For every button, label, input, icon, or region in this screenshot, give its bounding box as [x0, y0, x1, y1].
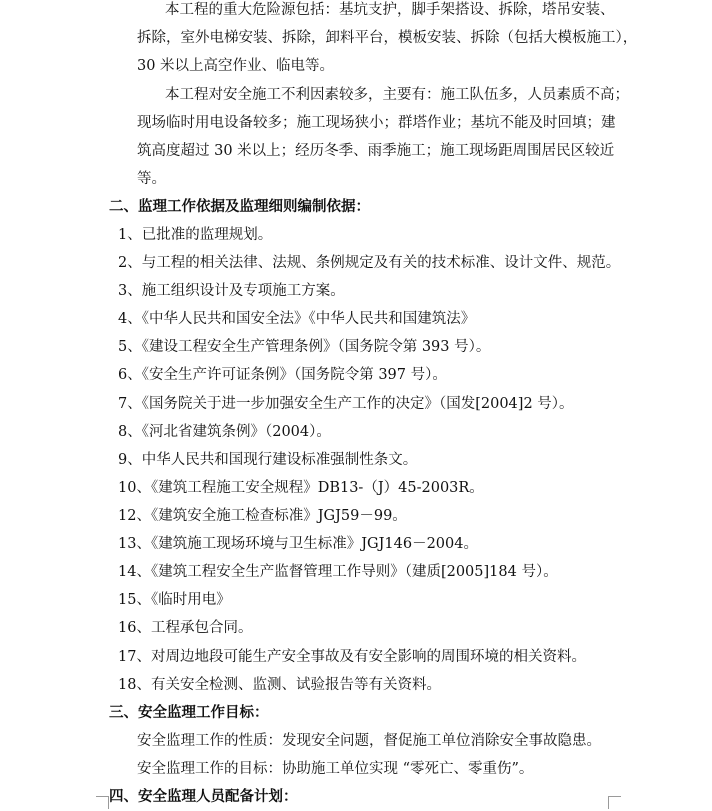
basis-item-7: 7、《国务院关于进一步加强安全生产工作的决定》（国发[2004]2 号）。 [118, 396, 574, 412]
basis-item-13: 13、《建筑施工现场环境与卫生标准》JGJ146－2004。 [118, 536, 478, 552]
unfavorable-paragraph-line-2: 现场临时用电设备较多；施工现场狭小；群塔作业；基坑不能及时回填；建 [137, 115, 616, 131]
basis-item-14: 14、《建筑工程安全生产监督管理工作导则》（建质[2005]184 号）。 [118, 564, 558, 580]
basis-item-9: 9、中华人民共和国现行建设标准强制性条文。 [118, 452, 418, 468]
risk-paragraph-line-3: 30 米以上高空作业、临电等。 [137, 58, 335, 74]
risk-paragraph-line-2: 拆除，室外电梯安装、拆除，卸料平台，模板安装、拆除（包括大模板施工）， [137, 30, 638, 46]
basis-item-6: 6、《安全生产许可证条例》（国务院令第 397 号）。 [118, 367, 447, 383]
safety-goal-line: 安全监理工作的目标：协助施工单位实现 “零死亡、零重伤”。 [137, 761, 534, 777]
basis-item-16: 16、工程承包合同。 [118, 620, 253, 636]
margin-corner-mark-right [608, 796, 621, 809]
basis-item-5: 5、《建设工程安全生产管理条例》（国务院令第 393 号）。 [118, 339, 491, 355]
basis-item-12: 12、《建筑安全施工检查标准》JGJ59－99。 [118, 508, 407, 524]
section-2-heading: 二、监理工作依据及监理细则编制依据： [109, 198, 370, 215]
basis-item-3: 3、施工组织设计及专项施工方案。 [118, 283, 345, 299]
unfavorable-paragraph-line-4: 等。 [137, 171, 166, 187]
unfavorable-paragraph-line-1: 本工程对安全施工不利因素较多，主要有：施工队伍多，人员素质不高； [165, 87, 629, 103]
basis-item-18: 18、有关安全检测、监测、试验报告等有关资料。 [118, 677, 441, 693]
basis-item-1: 1、已批准的监理规划。 [118, 227, 273, 243]
basis-item-8: 8、《河北省建筑条例》（2004）。 [118, 424, 331, 440]
section-4-heading: 四、安全监理人员配备计划： [109, 788, 298, 805]
basis-item-2: 2、与工程的相关法律、法规、条例规定及有关的技术标准、设计文件、规范。 [118, 255, 621, 271]
section-3-heading: 三、安全监理工作目标： [109, 704, 269, 721]
basis-item-10: 10、《建筑工程施工安全规程》DB13-（J）45-2003R。 [118, 480, 484, 496]
basis-item-4: 4、《中华人民共和国安全法》《中华人民共和国建筑法》 [118, 311, 476, 327]
basis-item-17: 17、对周边地段可能生产安全事故及有安全影响的周围环境的相关资料。 [118, 649, 586, 665]
safety-nature-line: 安全监理工作的性质：发现安全问题，督促施工单位消除安全事故隐患。 [137, 733, 601, 749]
risk-paragraph-line-1: 本工程的重大危险源包括：基坑支护，脚手架搭设、拆除，塔吊安装、 [165, 2, 615, 18]
basis-item-15: 15、《临时用电》 [118, 592, 231, 608]
margin-corner-mark-left [96, 796, 109, 809]
unfavorable-paragraph-line-3: 筑高度超过 30 米以上；经历冬季、雨季施工；施工现场距周围居民区较近 [137, 143, 615, 159]
